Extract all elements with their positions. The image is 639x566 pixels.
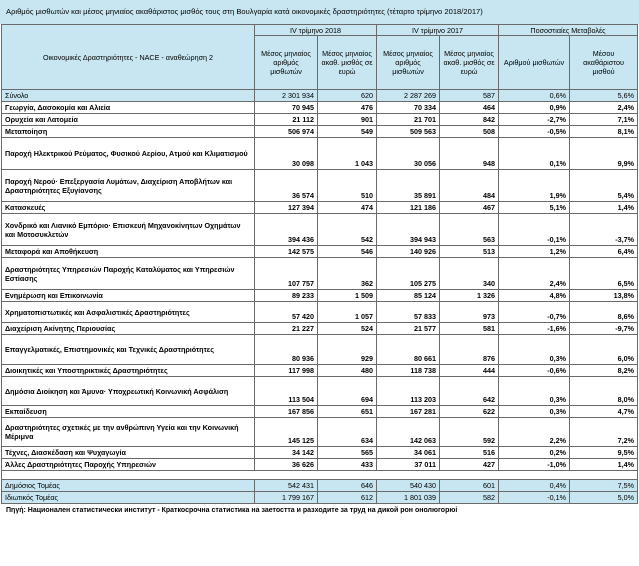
cell-employees-2018: 506 974 xyxy=(255,126,318,138)
table-row xyxy=(2,335,638,365)
cell-employees-2018: 145 125 xyxy=(255,418,318,447)
cell-salary-2017: 467 xyxy=(440,202,499,214)
cell-employees-2017: 1 801 039 xyxy=(377,492,440,504)
cell-employees-2017: 105 275 xyxy=(377,258,440,290)
cell-employees-2017: 21 577 xyxy=(377,323,440,335)
cell-salary-2017: 622 xyxy=(440,406,499,418)
cell-salary-2017: 563 xyxy=(440,214,499,246)
cell-change-salary: 1,4% xyxy=(570,202,638,214)
header-salary-2017: Μέσος μηνιαίος ακαθ. μισθός σε ευρώ xyxy=(440,36,499,90)
cell-salary-2018: 476 xyxy=(318,102,377,114)
table-row xyxy=(2,126,638,138)
row-label: Δημόσια Διοίκηση και Άμυνα· Υποχρεωτική Κοινωνική Ασφάλιση xyxy=(2,377,255,406)
cell-employees-2017: 2 287 269 xyxy=(377,90,440,102)
cell-employees-2017: 540 430 xyxy=(377,480,440,492)
cell-employees-2018: 70 945 xyxy=(255,102,318,114)
cell-employees-2017: 85 124 xyxy=(377,290,440,302)
row-label: Δραστηριότητες σχετικές με την ανθρώπινη Υγεία και την Κοινωνική Μέριμνα xyxy=(2,418,255,447)
cell-change-salary: 9,9% xyxy=(570,138,638,170)
cell-change-salary: 6,0% xyxy=(570,335,638,365)
row-label: Διοικητικές και Υποστηρικτικές Δραστηριότητες xyxy=(2,365,255,377)
cell-salary-2018: 565 xyxy=(318,447,377,459)
cell-salary-2018: 651 xyxy=(318,406,377,418)
cell-employees-2018: 107 757 xyxy=(255,258,318,290)
row-label: Δημόσιος Τομέας xyxy=(2,480,255,492)
cell-change-employees: -0,1% xyxy=(499,492,570,504)
cell-change-employees: 1,9% xyxy=(499,170,570,202)
spacer-cell xyxy=(2,471,638,480)
table-row xyxy=(2,323,638,335)
source-note: Πηγή: Национален статистически институт - Краткосрочна статистика на заетостта и разходите за труд на дикой рон онолюгорюі xyxy=(6,507,458,514)
table-row xyxy=(2,90,638,102)
cell-change-salary: 7,2% xyxy=(570,418,638,447)
cell-change-employees: 2,4% xyxy=(499,258,570,290)
cell-change-employees: -2,7% xyxy=(499,114,570,126)
cell-salary-2018: 510 xyxy=(318,170,377,202)
cell-employees-2018: 89 233 xyxy=(255,290,318,302)
cell-salary-2017: 948 xyxy=(440,138,499,170)
cell-change-salary: 7,5% xyxy=(570,480,638,492)
cell-salary-2017: 842 xyxy=(440,114,499,126)
row-label: Παροχή Ηλεκτρικού Ρεύματος, Φυσικού Αερίου, Ατμού και Κλιματισμού xyxy=(2,138,255,170)
row-label: Τέχνες, Διασκέδαση και Ψυχαγωγία xyxy=(2,447,255,459)
header-group-2017: IV τρίμηνο 2017 xyxy=(377,25,499,36)
cell-salary-2018: 634 xyxy=(318,418,377,447)
cell-change-employees: 0,6% xyxy=(499,90,570,102)
table-row xyxy=(2,365,638,377)
cell-change-employees: 2,2% xyxy=(499,418,570,447)
cell-change-salary: 6,5% xyxy=(570,258,638,290)
cell-change-employees: -0,1% xyxy=(499,214,570,246)
cell-employees-2018: 117 998 xyxy=(255,365,318,377)
cell-employees-2017: 142 063 xyxy=(377,418,440,447)
cell-employees-2017: 113 203 xyxy=(377,377,440,406)
cell-employees-2018: 2 301 934 xyxy=(255,90,318,102)
cell-salary-2017: 516 xyxy=(440,447,499,459)
cell-employees-2017: 118 738 xyxy=(377,365,440,377)
cell-salary-2018: 546 xyxy=(318,246,377,258)
cell-salary-2018: 542 xyxy=(318,214,377,246)
table-row xyxy=(2,170,638,202)
cell-salary-2017: 592 xyxy=(440,418,499,447)
cell-change-employees: 0,9% xyxy=(499,102,570,114)
cell-employees-2017: 80 661 xyxy=(377,335,440,365)
cell-change-employees: 0,4% xyxy=(499,480,570,492)
row-label: Ορυχεία και Λατομεία xyxy=(2,114,255,126)
cell-employees-2017: 70 334 xyxy=(377,102,440,114)
cell-employees-2017: 121 186 xyxy=(377,202,440,214)
cell-employees-2017: 35 891 xyxy=(377,170,440,202)
cell-employees-2018: 542 431 xyxy=(255,480,318,492)
cell-change-salary: 1,4% xyxy=(570,459,638,471)
spacer-row xyxy=(2,471,638,480)
cell-salary-2017: 444 xyxy=(440,365,499,377)
cell-change-salary: 5,4% xyxy=(570,170,638,202)
row-label: Επαγγελματικές, Επιστημονικές και Τεχνικές Δραστηριότητες xyxy=(2,335,255,365)
cell-employees-2018: 113 504 xyxy=(255,377,318,406)
cell-change-salary: 5,0% xyxy=(570,492,638,504)
cell-employees-2018: 21 227 xyxy=(255,323,318,335)
cell-employees-2017: 34 061 xyxy=(377,447,440,459)
table-row xyxy=(2,214,638,246)
cell-change-salary: -9,7% xyxy=(570,323,638,335)
table-row xyxy=(2,480,638,492)
header-group-2018: IV τρίμηνο 2018 xyxy=(255,25,377,36)
cell-change-salary: 4,7% xyxy=(570,406,638,418)
cell-change-employees: -1,6% xyxy=(499,323,570,335)
row-label: Δραστηριότητες Υπηρεσιών Παροχής Καταλύματος και Υπηρεσιών Εστίασης xyxy=(2,258,255,290)
row-label: Διαχείριση Ακίνητης Περιουσίας xyxy=(2,323,255,335)
table-row xyxy=(2,202,638,214)
cell-salary-2018: 1 057 xyxy=(318,302,377,323)
cell-salary-2017: 427 xyxy=(440,459,499,471)
table-row xyxy=(2,447,638,459)
cell-employees-2018: 34 142 xyxy=(255,447,318,459)
row-label: Κατασκευές xyxy=(2,202,255,214)
cell-change-employees: 0,2% xyxy=(499,447,570,459)
cell-change-salary: -3,7% xyxy=(570,214,638,246)
cell-salary-2018: 929 xyxy=(318,335,377,365)
row-label: Μεταποίηση xyxy=(2,126,255,138)
cell-salary-2017: 484 xyxy=(440,170,499,202)
table-row xyxy=(2,114,638,126)
cell-salary-2017: 508 xyxy=(440,126,499,138)
table-row xyxy=(2,246,638,258)
cell-employees-2018: 36 626 xyxy=(255,459,318,471)
table-row xyxy=(2,377,638,406)
cell-employees-2017: 57 833 xyxy=(377,302,440,323)
cell-change-employees: -0,6% xyxy=(499,365,570,377)
header-employees-2017: Μέσος μηνιαίος αριθμός μισθωτών xyxy=(377,36,440,90)
cell-employees-2018: 21 112 xyxy=(255,114,318,126)
row-label: Παροχή Νερού· Επεξεργασία Λυμάτων, Διαχείριση Αποβλήτων και Δραστηριότητες Εξυγίανσης xyxy=(2,170,255,202)
cell-salary-2018: 474 xyxy=(318,202,377,214)
cell-employees-2017: 509 563 xyxy=(377,126,440,138)
cell-change-salary: 6,4% xyxy=(570,246,638,258)
cell-salary-2017: 581 xyxy=(440,323,499,335)
cell-change-employees: 4,8% xyxy=(499,290,570,302)
cell-salary-2017: 513 xyxy=(440,246,499,258)
cell-salary-2017: 876 xyxy=(440,335,499,365)
cell-salary-2018: 480 xyxy=(318,365,377,377)
cell-salary-2017: 582 xyxy=(440,492,499,504)
table-row xyxy=(2,290,638,302)
cell-salary-2017: 340 xyxy=(440,258,499,290)
cell-salary-2018: 612 xyxy=(318,492,377,504)
cell-salary-2018: 646 xyxy=(318,480,377,492)
header-activity: Οικονομικές Δραστηριότητες - NACE - αναθεώρηση 2 xyxy=(2,25,255,90)
row-label: Ιδιωτικός Τομέας xyxy=(2,492,255,504)
cell-employees-2018: 30 098 xyxy=(255,138,318,170)
row-label: Εκπαίδευση xyxy=(2,406,255,418)
cell-employees-2017: 21 701 xyxy=(377,114,440,126)
table-title: Αριθμός μισθωτών και μέσος μηνιαίος ακαθάριστος μισθός τους στη Βουλγαρία κατά οικονομικές δραστηριότητες (τέταρτο τρίμηνο 2018/2017) xyxy=(0,0,639,24)
cell-change-employees: -1,0% xyxy=(499,459,570,471)
cell-employees-2018: 394 436 xyxy=(255,214,318,246)
table-row xyxy=(2,138,638,170)
cell-employees-2017: 30 056 xyxy=(377,138,440,170)
cell-salary-2017: 1 326 xyxy=(440,290,499,302)
cell-employees-2018: 57 420 xyxy=(255,302,318,323)
cell-employees-2018: 142 575 xyxy=(255,246,318,258)
cell-salary-2018: 433 xyxy=(318,459,377,471)
row-label: Χονδρικό και Λιανικό Εμπόριο· Επισκευή Μηχανοκίνητων Οχημάτων και Μοτοσυκλετών xyxy=(2,214,255,246)
table-row xyxy=(2,258,638,290)
header-change-employees: Αριθμού μισθωτών xyxy=(499,36,570,90)
header-salary-2018: Μέσος μηνιαίος ακαθ. μισθός σε ευρώ xyxy=(318,36,377,90)
cell-change-employees: 5,1% xyxy=(499,202,570,214)
row-label: Γεωργία, Δασοκομία και Αλιεία xyxy=(2,102,255,114)
cell-salary-2017: 973 xyxy=(440,302,499,323)
table-row xyxy=(2,302,638,323)
table-row xyxy=(2,418,638,447)
row-label: Χρηματοπιστωτικές και Ασφαλιστικές Δραστηριότητες xyxy=(2,302,255,323)
cell-change-salary: 7,1% xyxy=(570,114,638,126)
cell-salary-2017: 464 xyxy=(440,102,499,114)
table-header xyxy=(2,25,638,90)
cell-employees-2017: 37 011 xyxy=(377,459,440,471)
table-row xyxy=(2,492,638,504)
cell-change-salary: 8,2% xyxy=(570,365,638,377)
cell-change-salary: 8,6% xyxy=(570,302,638,323)
table-body xyxy=(2,90,638,504)
cell-salary-2017: 587 xyxy=(440,90,499,102)
cell-salary-2017: 642 xyxy=(440,377,499,406)
cell-change-employees: -0,7% xyxy=(499,302,570,323)
cell-employees-2018: 80 936 xyxy=(255,335,318,365)
cell-employees-2018: 36 574 xyxy=(255,170,318,202)
table-row xyxy=(2,406,638,418)
cell-change-employees: 0,3% xyxy=(499,406,570,418)
cell-salary-2018: 620 xyxy=(318,90,377,102)
header-change-salary: Μέσου ακαθάριστου μισθού xyxy=(570,36,638,90)
cell-salary-2018: 901 xyxy=(318,114,377,126)
header-group-change: Ποσοστιαίες Μεταβολές xyxy=(499,25,638,36)
row-label: Άλλες Δραστηριότητες Παροχής Υπηρεσιών xyxy=(2,459,255,471)
cell-salary-2018: 694 xyxy=(318,377,377,406)
cell-salary-2018: 1 043 xyxy=(318,138,377,170)
cell-change-salary: 8,0% xyxy=(570,377,638,406)
data-table xyxy=(1,24,638,504)
cell-salary-2018: 549 xyxy=(318,126,377,138)
row-label: Σύνολο xyxy=(2,90,255,102)
table-row xyxy=(2,102,638,114)
cell-change-salary: 8,1% xyxy=(570,126,638,138)
cell-employees-2018: 1 799 167 xyxy=(255,492,318,504)
cell-employees-2017: 140 926 xyxy=(377,246,440,258)
cell-change-employees: 1,2% xyxy=(499,246,570,258)
cell-employees-2018: 167 856 xyxy=(255,406,318,418)
cell-salary-2018: 362 xyxy=(318,258,377,290)
cell-change-employees: 0,3% xyxy=(499,377,570,406)
cell-change-salary: 2,4% xyxy=(570,102,638,114)
cell-salary-2017: 601 xyxy=(440,480,499,492)
cell-change-employees: 0,3% xyxy=(499,335,570,365)
cell-salary-2018: 1 509 xyxy=(318,290,377,302)
cell-employees-2017: 394 943 xyxy=(377,214,440,246)
cell-change-employees: -0,5% xyxy=(499,126,570,138)
row-label: Μεταφορά και Αποθήκευση xyxy=(2,246,255,258)
cell-change-employees: 0,1% xyxy=(499,138,570,170)
table-row xyxy=(2,459,638,471)
row-label: Ενημέρωση και Επικοινωνία xyxy=(2,290,255,302)
cell-change-salary: 9,5% xyxy=(570,447,638,459)
header-employees-2018: Μέσος μηνιαίος αριθμός μισθωτών xyxy=(255,36,318,90)
cell-change-salary: 5,6% xyxy=(570,90,638,102)
cell-salary-2018: 524 xyxy=(318,323,377,335)
cell-employees-2018: 127 394 xyxy=(255,202,318,214)
cell-change-salary: 13,8% xyxy=(570,290,638,302)
cell-employees-2017: 167 281 xyxy=(377,406,440,418)
